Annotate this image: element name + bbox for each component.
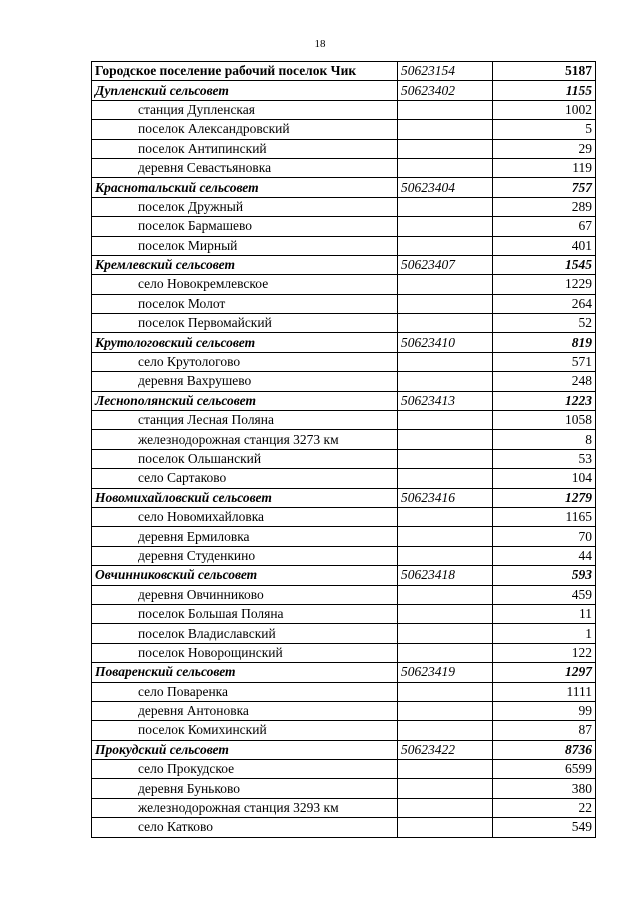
name-cell: деревня Ермиловка (92, 527, 398, 546)
settlement-row (92, 275, 596, 294)
name-cell: деревня Антоновка (92, 701, 398, 720)
code-cell (398, 546, 493, 565)
population-cell: 459 (493, 585, 596, 604)
municipality-row (92, 178, 596, 197)
municipality-row (92, 81, 596, 100)
settlement-row (92, 314, 596, 333)
name-cell: Леснополянский сельсовет (92, 391, 398, 410)
name-cell: село Новомихайловка (92, 507, 398, 526)
population-cell: 380 (493, 779, 596, 798)
settlement-row (92, 701, 596, 720)
name-cell: поселок Антипинский (92, 139, 398, 158)
municipality-row (92, 663, 596, 682)
settlement-row (92, 779, 596, 798)
code-cell: 50623416 (398, 488, 493, 507)
name-cell: деревня Студенкино (92, 546, 398, 565)
population-cell: 99 (493, 701, 596, 720)
population-cell: 87 (493, 721, 596, 740)
code-cell (398, 604, 493, 623)
population-cell: 593 (493, 566, 596, 585)
code-cell (398, 701, 493, 720)
code-cell (398, 139, 493, 158)
settlement-row (92, 139, 596, 158)
name-cell: поселок Молот (92, 294, 398, 313)
municipality-row (92, 255, 596, 274)
settlement-row (92, 372, 596, 391)
code-cell (398, 236, 493, 255)
population-cell: 1058 (493, 411, 596, 430)
population-cell: 5 (493, 120, 596, 139)
population-cell: 8736 (493, 740, 596, 759)
municipality-row (92, 391, 596, 410)
population-cell: 1297 (493, 663, 596, 682)
population-cell: 5187 (493, 62, 596, 81)
settlement-row (92, 643, 596, 662)
page-number: 18 (314, 38, 326, 50)
code-cell (398, 507, 493, 526)
name-cell: Новомихайловский сельсовет (92, 488, 398, 507)
code-cell (398, 721, 493, 740)
settlement-row (92, 236, 596, 255)
population-cell: 1 (493, 624, 596, 643)
municipality-row (92, 62, 596, 81)
municipality-row (92, 566, 596, 585)
population-cell: 401 (493, 236, 596, 255)
population-cell: 1002 (493, 100, 596, 119)
table-body (92, 62, 596, 838)
population-cell: 264 (493, 294, 596, 313)
settlement-row (92, 721, 596, 740)
name-cell: Кремлевский сельсовет (92, 255, 398, 274)
municipality-row (92, 333, 596, 352)
name-cell: поселок Владиславский (92, 624, 398, 643)
code-cell (398, 798, 493, 817)
population-cell: 1229 (493, 275, 596, 294)
settlement-row (92, 120, 596, 139)
name-cell: Овчинниковский сельсовет (92, 566, 398, 585)
settlement-row (92, 100, 596, 119)
settlement-row (92, 798, 596, 817)
name-cell: поселок Большая Поляна (92, 604, 398, 623)
population-cell: 248 (493, 372, 596, 391)
name-cell: поселок Комихинский (92, 721, 398, 740)
settlement-row (92, 411, 596, 430)
population-cell: 52 (493, 314, 596, 333)
name-cell: село Сартаково (92, 469, 398, 488)
name-cell: станция Лесная Поляна (92, 411, 398, 430)
name-cell: железнодорожная станция 3293 км (92, 798, 398, 817)
population-cell: 104 (493, 469, 596, 488)
name-cell: деревня Овчинниково (92, 585, 398, 604)
code-cell (398, 469, 493, 488)
code-cell (398, 682, 493, 701)
name-cell: поселок Ольшанский (92, 449, 398, 468)
code-cell: 50623410 (398, 333, 493, 352)
settlement-row (92, 818, 596, 837)
code-cell (398, 158, 493, 177)
name-cell: Крутологовский сельсовет (92, 333, 398, 352)
code-cell: 50623154 (398, 62, 493, 81)
code-cell (398, 275, 493, 294)
settlement-row (92, 430, 596, 449)
name-cell: деревня Вахрушево (92, 372, 398, 391)
code-cell (398, 372, 493, 391)
population-cell: 29 (493, 139, 596, 158)
population-cell: 1165 (493, 507, 596, 526)
name-cell: Прокудский сельсовет (92, 740, 398, 759)
code-cell: 50623407 (398, 255, 493, 274)
name-cell: поселок Первомайский (92, 314, 398, 333)
settlement-row (92, 449, 596, 468)
population-cell: 549 (493, 818, 596, 837)
name-cell: деревня Буньково (92, 779, 398, 798)
code-cell (398, 818, 493, 837)
name-cell: поселок Мирный (92, 236, 398, 255)
code-cell: 50623419 (398, 663, 493, 682)
population-cell: 6599 (493, 760, 596, 779)
code-cell (398, 411, 493, 430)
settlement-row (92, 546, 596, 565)
population-cell: 1545 (493, 255, 596, 274)
population-cell: 22 (493, 798, 596, 817)
name-cell: Краснотальский сельсовет (92, 178, 398, 197)
population-cell: 122 (493, 643, 596, 662)
code-cell: 50623402 (398, 81, 493, 100)
code-cell (398, 779, 493, 798)
settlement-row (92, 585, 596, 604)
settlement-row (92, 604, 596, 623)
population-cell: 571 (493, 352, 596, 371)
settlement-row (92, 682, 596, 701)
code-cell (398, 449, 493, 468)
name-cell: село Новокремлевское (92, 275, 398, 294)
settlement-row (92, 527, 596, 546)
name-cell: деревня Севастьяновка (92, 158, 398, 177)
name-cell: поселок Дружный (92, 197, 398, 216)
code-cell: 50623418 (398, 566, 493, 585)
population-cell: 8 (493, 430, 596, 449)
code-cell (398, 643, 493, 662)
code-cell: 50623422 (398, 740, 493, 759)
population-cell: 67 (493, 217, 596, 236)
municipality-row (92, 488, 596, 507)
code-cell (398, 585, 493, 604)
name-cell: село Прокудское (92, 760, 398, 779)
code-cell (398, 217, 493, 236)
name-cell: поселок Новорощинский (92, 643, 398, 662)
population-cell: 819 (493, 333, 596, 352)
population-cell: 70 (493, 527, 596, 546)
code-cell (398, 352, 493, 371)
code-cell (398, 314, 493, 333)
settlement-row (92, 469, 596, 488)
code-cell (398, 760, 493, 779)
population-cell: 44 (493, 546, 596, 565)
population-cell: 1111 (493, 682, 596, 701)
population-cell: 289 (493, 197, 596, 216)
settlement-row (92, 352, 596, 371)
population-cell: 1279 (493, 488, 596, 507)
population-cell: 119 (493, 158, 596, 177)
settlement-row (92, 760, 596, 779)
settlement-row (92, 217, 596, 236)
population-cell: 1223 (493, 391, 596, 410)
code-cell: 50623413 (398, 391, 493, 410)
code-cell (398, 624, 493, 643)
population-cell: 53 (493, 449, 596, 468)
name-cell: Дупленский сельсовет (92, 81, 398, 100)
code-cell (398, 197, 493, 216)
code-cell (398, 527, 493, 546)
settlements-table (91, 61, 596, 838)
name-cell: станция Дупленская (92, 100, 398, 119)
municipality-row (92, 740, 596, 759)
settlement-row (92, 294, 596, 313)
code-cell (398, 120, 493, 139)
code-cell (398, 100, 493, 119)
name-cell: Поваренский сельсовет (92, 663, 398, 682)
settlement-row (92, 158, 596, 177)
code-cell (398, 294, 493, 313)
code-cell: 50623404 (398, 178, 493, 197)
settlement-row (92, 197, 596, 216)
name-cell: село Поваренка (92, 682, 398, 701)
name-cell: поселок Бармашево (92, 217, 398, 236)
name-cell: Городское поселение рабочий поселок Чик (92, 62, 398, 81)
settlement-row (92, 507, 596, 526)
settlement-row (92, 624, 596, 643)
population-cell: 757 (493, 178, 596, 197)
name-cell: село Крутологово (92, 352, 398, 371)
name-cell: поселок Александровский (92, 120, 398, 139)
name-cell: село Катково (92, 818, 398, 837)
population-cell: 1155 (493, 81, 596, 100)
population-cell: 11 (493, 604, 596, 623)
name-cell: железнодорожная станция 3273 км (92, 430, 398, 449)
code-cell (398, 430, 493, 449)
